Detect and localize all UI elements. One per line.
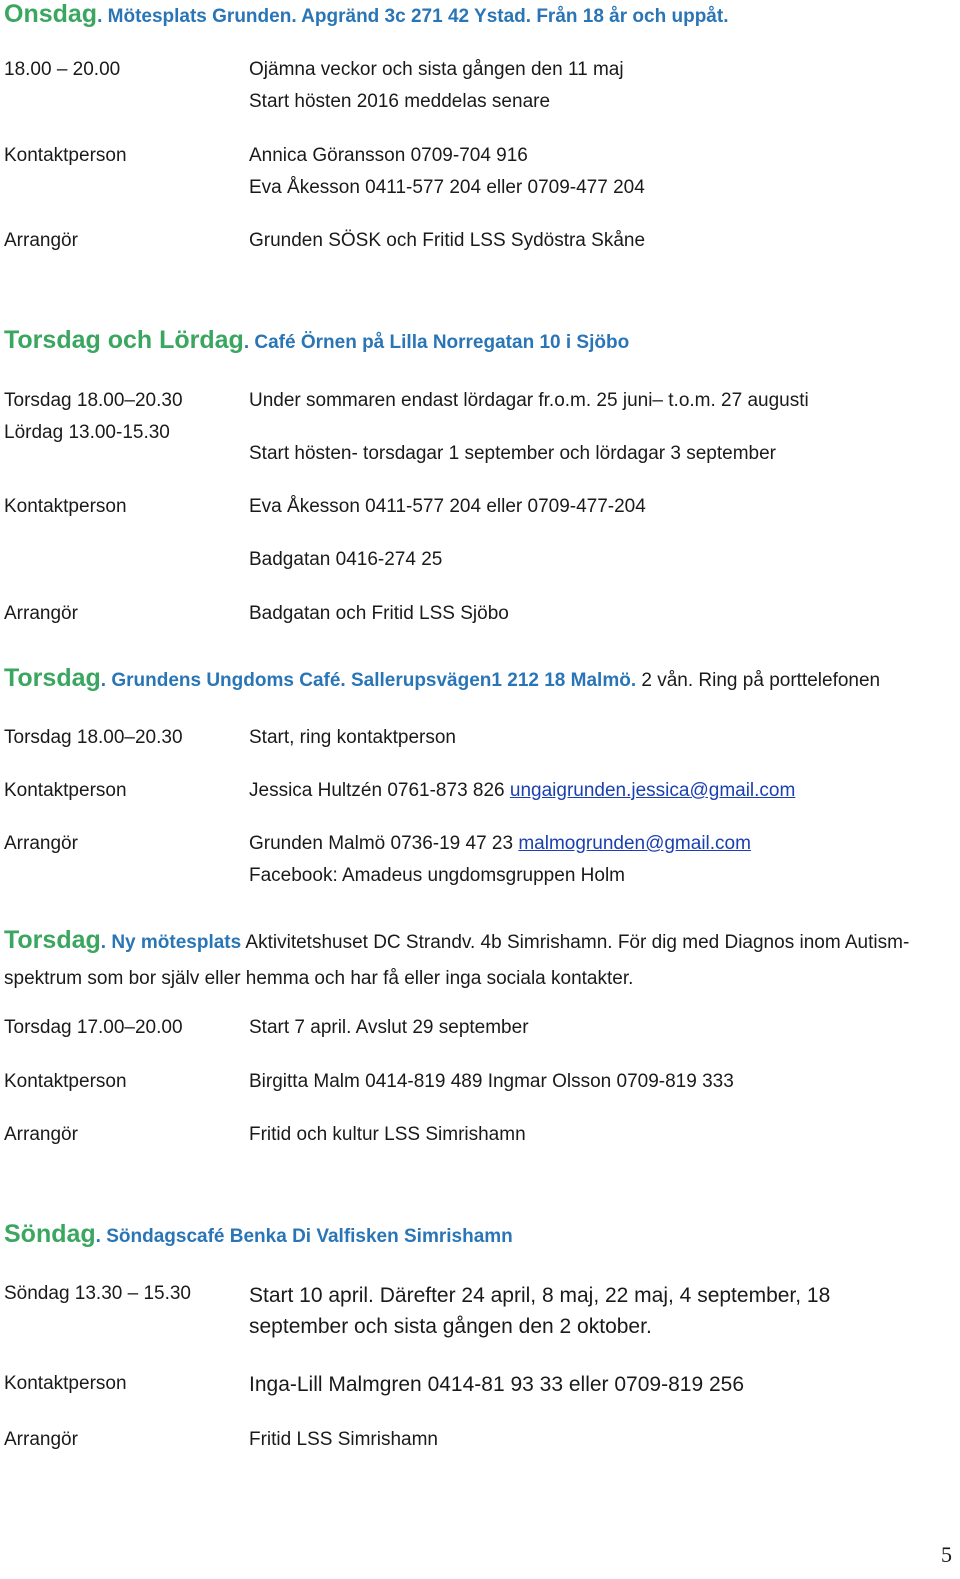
schedule-line-2: Start hösten- torsdagar 1 september och lördagar 3 september xyxy=(249,443,777,464)
schedule-line-1: Start 10 april. Därefter 24 april, 8 maj, 22 maj, 4 september, 18 xyxy=(249,1284,831,1307)
venue-description: Aktivitetshuset DC Strandv. 4b Simrishamn. För dig med Diagnos inom Autism-spektrum som bor själv eller hemma och har få eller inga sociala kontakter. xyxy=(4,932,910,989)
time-label-thursday: Torsdag 18.00–20.30 xyxy=(4,390,183,411)
contact-label: Kontaktperson xyxy=(4,780,127,801)
organizer-label: Arrangör xyxy=(4,230,78,251)
section-onsdag-heading xyxy=(4,0,952,29)
contact-email-link[interactable]: ungaigrunden.jessica@gmail.com xyxy=(509,780,796,801)
venue-title: . Ny mötesplats xyxy=(100,932,242,953)
contact-value: Birgitta Malm 0414-819 489 Ingmar Olsson 0709-819 333 xyxy=(249,1071,734,1092)
organizer-facebook: Facebook: Amadeus ungdomsgruppen Holm xyxy=(249,865,626,886)
contact-line xyxy=(249,775,795,807)
time-label: Söndag 13.30 – 15.30 xyxy=(4,1283,192,1304)
contact-label: Kontaktperson xyxy=(4,1373,127,1394)
section-torsdag-lordag-heading xyxy=(4,326,952,355)
schedule-line-1: Under sommaren endast lördagar fr.o.m. 25 juni– t.o.m. 27 augusti xyxy=(249,390,809,411)
day-title: Torsdag xyxy=(4,664,101,692)
schedule-value: Start 7 april. Avslut 29 september xyxy=(249,1017,529,1038)
page-number: 5 xyxy=(941,1542,952,1567)
schedule-line-2: Start hösten 2016 meddelas senare xyxy=(249,91,551,112)
section-torsdag-malmo-heading xyxy=(4,664,952,693)
venue-title: . Grundens Ungdoms Café. Sallerupsvägen1 212 18 Malmö. xyxy=(100,670,637,691)
venue-title: . Söndagscafé Benka Di Valfisken Simrishamn xyxy=(95,1226,513,1247)
contact-line-1: Eva Åkesson 0411-577 204 eller 0709-477-204 xyxy=(249,496,646,517)
venue-title: . Mötesplats Grunden. Apgränd 3c 271 42 Ystad. Från 18 år och uppåt. xyxy=(97,6,729,27)
schedule-line-2: september och sista gången den 2 oktober. xyxy=(249,1315,652,1338)
organizer-label: Arrangör xyxy=(4,1429,78,1450)
organizer-text: Grunden Malmö 0736-19 47 23 xyxy=(249,833,519,854)
contact-line-2: Eva Åkesson 0411-577 204 eller 0709-477 204 xyxy=(249,177,645,198)
organizer-label: Arrangör xyxy=(4,603,78,624)
day-title: Torsdag xyxy=(4,926,101,954)
organizer-value: Grunden SÖSK och Fritid LSS Sydöstra Skåne xyxy=(249,230,646,251)
time-label: Torsdag 17.00–20.00 xyxy=(4,1017,183,1038)
venue-note: 2 vån. Ring på porttelefonen xyxy=(636,670,881,691)
time-label-saturday: Lördag 13.00-15.30 xyxy=(4,422,170,443)
section-sondag-heading xyxy=(4,1220,952,1249)
venue-title: . Café Örnen på Lilla Norregatan 10 i Sjöbo xyxy=(243,332,630,353)
time-label: 18.00 – 20.00 xyxy=(4,59,121,80)
organizer-label: Arrangör xyxy=(4,1124,78,1145)
contact-line-2: Badgatan 0416-274 25 xyxy=(249,549,443,570)
organizer-value: Fritid och kultur LSS Simrishamn xyxy=(249,1124,526,1145)
schedule-value: Start, ring kontaktperson xyxy=(249,727,456,748)
time-label: Torsdag 18.00–20.30 xyxy=(4,727,183,748)
contact-label: Kontaktperson xyxy=(4,1071,127,1092)
organizer-label: Arrangör xyxy=(4,833,78,854)
contact-label: Kontaktperson xyxy=(4,145,127,166)
day-title: Söndag xyxy=(4,1220,96,1248)
section-torsdag-simrishamn-heading xyxy=(4,922,952,997)
organizer-value: Fritid LSS Simrishamn xyxy=(249,1429,438,1450)
organizer-value: Badgatan och Fritid LSS Sjöbo xyxy=(249,603,509,624)
schedule-line-1: Ojämna veckor och sista gången den 11 maj xyxy=(249,59,624,80)
organizer-line xyxy=(249,828,751,860)
contact-text: Jessica Hultzén 0761-873 826 xyxy=(249,780,510,801)
day-title: Torsdag och Lördag xyxy=(4,326,244,354)
contact-line-1: Annica Göransson 0709-704 916 xyxy=(249,145,528,166)
contact-value: Inga-Lill Malmgren 0414-81 93 33 eller 0709-819 256 xyxy=(249,1373,744,1396)
contact-label: Kontaktperson xyxy=(4,496,127,517)
day-title: Onsdag xyxy=(4,0,98,28)
organizer-email-link[interactable]: malmogrunden@gmail.com xyxy=(518,833,751,854)
